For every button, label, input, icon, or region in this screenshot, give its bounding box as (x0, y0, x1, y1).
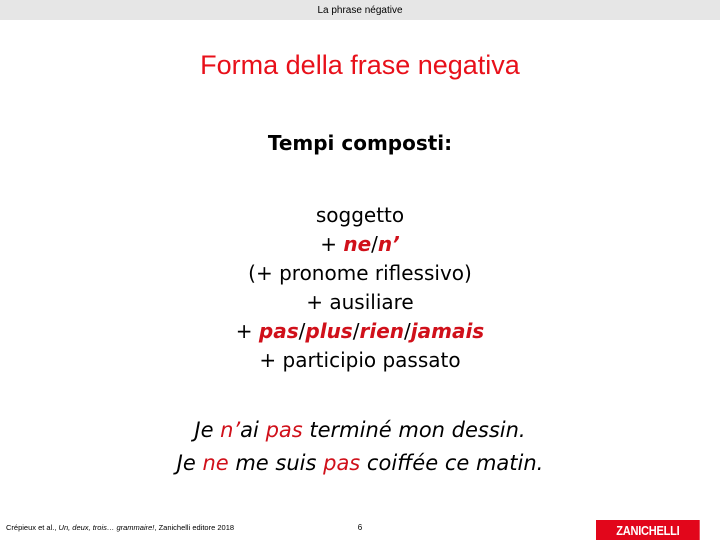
footer-credit (6, 523, 234, 532)
formula-line-auxiliary: + ausiliare (306, 290, 414, 314)
formula-line-ne (0, 230, 720, 259)
keyword-pas: pas (258, 319, 299, 343)
header-text: La phrase négative (317, 4, 403, 16)
example-text: ai (240, 418, 266, 442)
example-keyword-pas: pas (323, 451, 361, 475)
formula-plus: + (235, 319, 259, 343)
header-bar (0, 0, 720, 20)
keyword-plus: plus (305, 319, 353, 343)
formula-slash: / (298, 319, 306, 343)
formula-block (0, 201, 720, 375)
page-number: 6 (357, 523, 363, 532)
keyword-jamais: jamais (410, 319, 485, 343)
example-text: coiffée ce matin. (360, 451, 544, 475)
formula-plus: + (320, 232, 344, 256)
keyword-n: n’ (377, 232, 400, 256)
formula-slash: / (371, 232, 378, 256)
formula-slash: / (352, 319, 360, 343)
formula-slash: / (404, 319, 411, 343)
slide-subtitle: Tempi composti: (267, 131, 453, 155)
credit-book-title: Un, deux, trois… grammaire! (58, 523, 155, 532)
formula-line-negation (0, 317, 720, 346)
publisher-logo: ZANICHELLI (596, 520, 700, 540)
example-keyword-pas: pas (265, 418, 303, 442)
example-sentence-2 (0, 447, 720, 480)
example-text: Je (176, 451, 203, 475)
slide-title: Forma della frase negativa (200, 50, 520, 80)
example-text: terminé mon dessin. (302, 418, 526, 442)
example-text: me suis (228, 451, 324, 475)
formula-line-participle: + participio passato (259, 348, 461, 372)
formula-line-pronoun: (+ pronome riflessivo) (248, 261, 472, 285)
formula-line-subject: soggetto (315, 203, 405, 227)
footer (0, 516, 720, 540)
examples-block (0, 414, 720, 480)
credit-authors: Crépieux et al., (6, 523, 59, 532)
example-text: Je (194, 418, 221, 442)
credit-publisher: , Zanichelli editore 2018 (154, 523, 235, 532)
keyword-rien: rien (359, 319, 404, 343)
example-keyword-ne: ne (202, 451, 229, 475)
example-keyword-n: n’ (220, 418, 241, 442)
example-sentence-1 (0, 414, 720, 447)
keyword-ne: ne (343, 232, 372, 256)
